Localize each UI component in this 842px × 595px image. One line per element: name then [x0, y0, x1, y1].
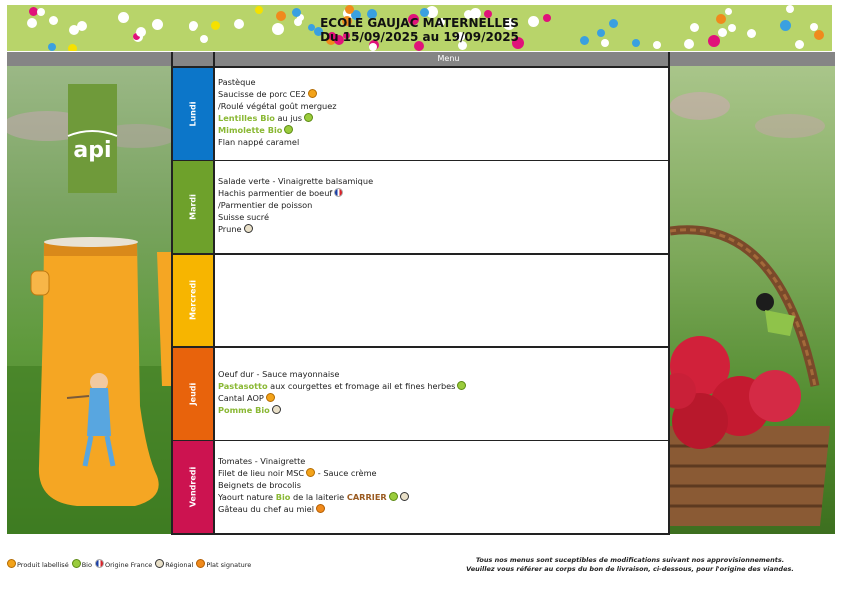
- confetti-dot: [345, 5, 354, 14]
- legend-label: Bio: [81, 561, 92, 569]
- menu-item-text: Prune: [218, 224, 242, 235]
- menu-item-text: aux courgettes et fromage ail et fines herbes: [267, 380, 456, 391]
- confetti-dot: [37, 8, 45, 16]
- label-icon: [7, 559, 16, 568]
- menu-column-label: Menu: [437, 54, 460, 63]
- menu-item: [218, 76, 337, 88]
- boots-illustration: [7, 66, 171, 534]
- disclaimer: [450, 556, 810, 574]
- france-flag-icon: [334, 188, 343, 197]
- menu-item-text: Beignets de brocolis: [218, 480, 301, 491]
- menu-item: [218, 100, 337, 112]
- menu-item: [218, 392, 466, 404]
- day-label: Mardi: [188, 194, 198, 221]
- menu-item-text: Tomates - Vinaigrette: [218, 456, 306, 467]
- menu-item-text: Gâteau du chef au miel: [218, 504, 314, 515]
- confetti-dot: [68, 44, 77, 51]
- menu-cell-mardi: [215, 161, 668, 253]
- menu-item-text: Yaourt nature: [218, 492, 276, 503]
- legend: [7, 559, 254, 569]
- label-icon: [308, 89, 317, 98]
- menu-item: [218, 503, 409, 515]
- menu-item-text: CARRIER: [346, 492, 387, 503]
- regional-icon: [155, 559, 164, 568]
- label-icon: [266, 393, 275, 402]
- menu-item-text: Salade verte - Vinaigrette balsamique: [218, 176, 374, 187]
- legend-item: [95, 561, 152, 569]
- menu-item: [218, 187, 373, 199]
- legend-label: Régional: [165, 561, 194, 569]
- school-name: ECOLE GAUJAC MATERNELLES: [320, 16, 519, 30]
- day-cell-jeudi: [173, 348, 213, 440]
- legend-item: [155, 561, 193, 569]
- menu-item-text: Suisse sucré: [218, 212, 270, 223]
- disclaimer-line: Veuillez vous référer au corps du bon de livraison, ci-dessous, pour l'origine des viandes.: [466, 565, 794, 573]
- menu-item-text: Lentilles Bio: [218, 112, 275, 123]
- page-title: [7, 16, 832, 44]
- bio-icon: [457, 381, 466, 390]
- confetti-dot: [255, 6, 263, 14]
- menu-item: [218, 112, 337, 124]
- menu-item: [218, 455, 409, 467]
- day-label: Jeudi: [188, 382, 198, 406]
- menu-item: [218, 124, 337, 136]
- menu-item-text: de la laiterie: [290, 492, 347, 503]
- menu-cell-lundi: [215, 68, 668, 160]
- label-icon: [306, 468, 315, 477]
- menu-item-text: Cantal AOP: [218, 392, 264, 403]
- menu-item-text: - Sauce crème: [315, 468, 377, 479]
- menu-items: [218, 175, 373, 235]
- left-illustration: [7, 66, 171, 534]
- menu-item-text: /Roulé végétal goût merguez: [218, 100, 337, 111]
- legend-label: Origine France: [104, 561, 153, 569]
- france-flag-icon: [95, 559, 104, 568]
- menu-item: [218, 380, 466, 392]
- confetti-dot: [48, 43, 56, 51]
- band-divider: [171, 52, 173, 66]
- menu-header-band: [7, 52, 835, 66]
- menu-item-text: Flan nappé caramel: [218, 136, 300, 147]
- menu-item-text: Saucisse de porc CE2: [218, 88, 306, 99]
- menu-item-text: /Parmentier de poisson: [218, 200, 313, 211]
- menu-item: [218, 404, 466, 416]
- bio-icon: [389, 492, 398, 501]
- menu-item-text: Filet de lieu noir MSC: [218, 468, 305, 479]
- apple-basket-illustration: [670, 66, 835, 534]
- menu-item: [218, 491, 409, 503]
- menu-item: [218, 88, 337, 100]
- legend-label: Plat signature: [206, 561, 252, 569]
- menu-item: [218, 223, 373, 235]
- regional-icon: [400, 492, 409, 501]
- menu-item-text: Bio: [275, 492, 291, 503]
- day-cell-lundi: [173, 68, 213, 160]
- menu-cell-mercredi: [215, 255, 668, 347]
- day-label: Mercredi: [188, 280, 198, 321]
- bio-icon: [72, 559, 81, 568]
- menu-item: [218, 175, 373, 187]
- right-illustration: [670, 66, 835, 534]
- band-divider: [213, 52, 215, 66]
- menu-items: [218, 455, 409, 515]
- signature-icon: [316, 504, 325, 513]
- header-banner: [7, 5, 832, 51]
- day-cell-vendredi: [173, 441, 213, 533]
- confetti-dot: [725, 8, 732, 15]
- legend-item: [72, 561, 92, 569]
- regional-icon: [272, 405, 281, 414]
- day-label: Vendredi: [188, 466, 198, 508]
- menu-item: [218, 199, 373, 211]
- menu-item-text: Pastasotto: [218, 380, 268, 391]
- menu-item: [218, 211, 373, 223]
- menu-items: [218, 368, 466, 416]
- day-cell-mercredi: [173, 255, 213, 347]
- menu-item-text: Mimolette Bio: [218, 124, 283, 135]
- menu-item-text: Pastèque: [218, 76, 256, 87]
- menu-item: [218, 136, 337, 148]
- menu-item: [218, 467, 409, 479]
- signature-icon: [196, 559, 205, 568]
- menu-item-text: au jus: [274, 112, 303, 123]
- disclaimer-line: Tous nos menus sont suceptibles de modifications suivant nos approvisionnements.: [475, 556, 785, 564]
- weekly-menu-table: [171, 66, 670, 535]
- day-label: Lundi: [188, 101, 198, 127]
- confetti-dot: [369, 43, 377, 51]
- bio-icon: [304, 113, 313, 122]
- menu-item-text: Hachis parmentier de boeuf: [218, 188, 333, 199]
- confetti-dot: [786, 5, 794, 13]
- regional-icon: [244, 224, 253, 233]
- menu-item: [218, 479, 409, 491]
- menu-item-text: Pomme Bio: [218, 404, 270, 415]
- day-cell-mardi: [173, 161, 213, 253]
- menu-item-text: Oeuf dur - Sauce mayonnaise: [218, 368, 340, 379]
- api-logo-text: api: [73, 138, 112, 163]
- menu-item: [218, 368, 466, 380]
- legend-item: [7, 561, 69, 569]
- bio-icon: [284, 125, 293, 134]
- date-range: Du 15/09/2025 au 19/09/2025: [320, 30, 519, 44]
- menu-cell-vendredi: [215, 441, 668, 533]
- legend-label: Produit labellisé: [17, 561, 69, 569]
- menu-cell-jeudi: [215, 348, 668, 440]
- menu-items: [218, 76, 337, 148]
- legend-item: [196, 561, 251, 569]
